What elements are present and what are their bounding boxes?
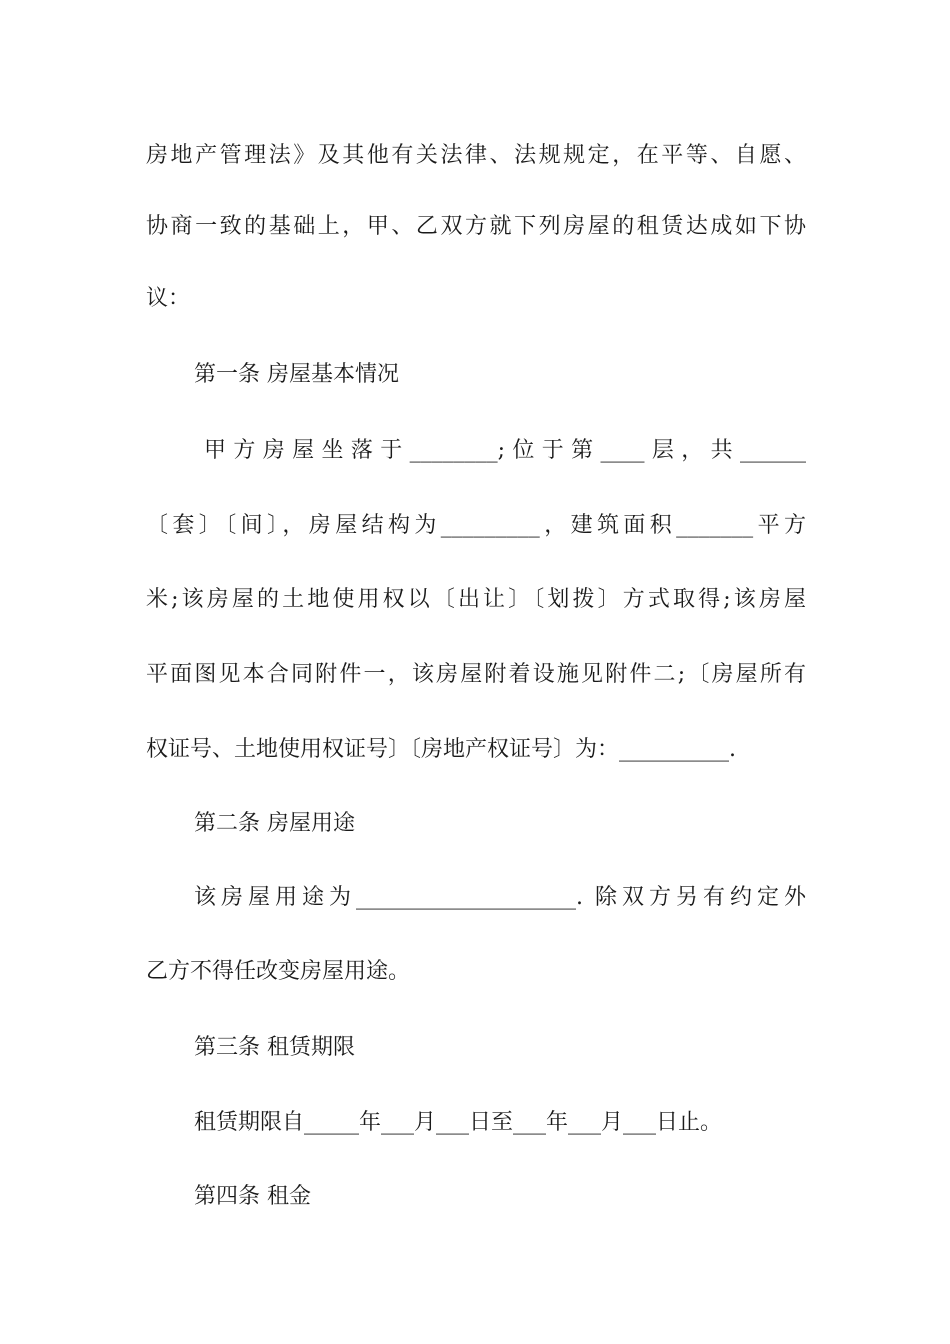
paragraph-line: 议： (146, 286, 191, 311)
paragraph-line: 该房屋用途为____________________. 除双方另有约定外 (194, 885, 806, 910)
paragraph-line: 权证号、土地使用权证号〕〔房地产权证号〕为：__________. (146, 737, 736, 762)
paragraph-line: 平面图见本合同附件一，该房屋附着设施见附件二;〔房屋所有 (146, 662, 806, 687)
section-heading: 第四条 租金 (194, 1184, 311, 1209)
paragraph-line: 租赁期限自_____年___月___日至___年___月___日止。 (194, 1110, 723, 1135)
section-heading: 第一条 房屋基本情况 (194, 362, 399, 387)
section-heading: 第三条 租赁期限 (194, 1035, 355, 1060)
paragraph-line: 〔套〕〔间〕，房屋结构为_________，建筑面积_______平方 (146, 513, 806, 538)
paragraph-line: 协商一致的基础上，甲、乙双方就下列房屋的租赁达成如下协 (146, 214, 806, 239)
paragraph-line: 米;该房屋的土地使用权以〔出让〕〔划拨〕方式取得;该房屋 (146, 587, 806, 612)
section-heading: 第二条 房屋用途 (194, 811, 355, 836)
paragraph-line: 甲方房屋坐落于________;位于第____层，共______ (204, 438, 806, 463)
paragraph-line: 乙方不得任改变房屋用途。 (146, 959, 411, 984)
paragraph-line: 房地产管理法》及其他有关法律、法规规定，在平等、自愿、 (146, 143, 806, 168)
